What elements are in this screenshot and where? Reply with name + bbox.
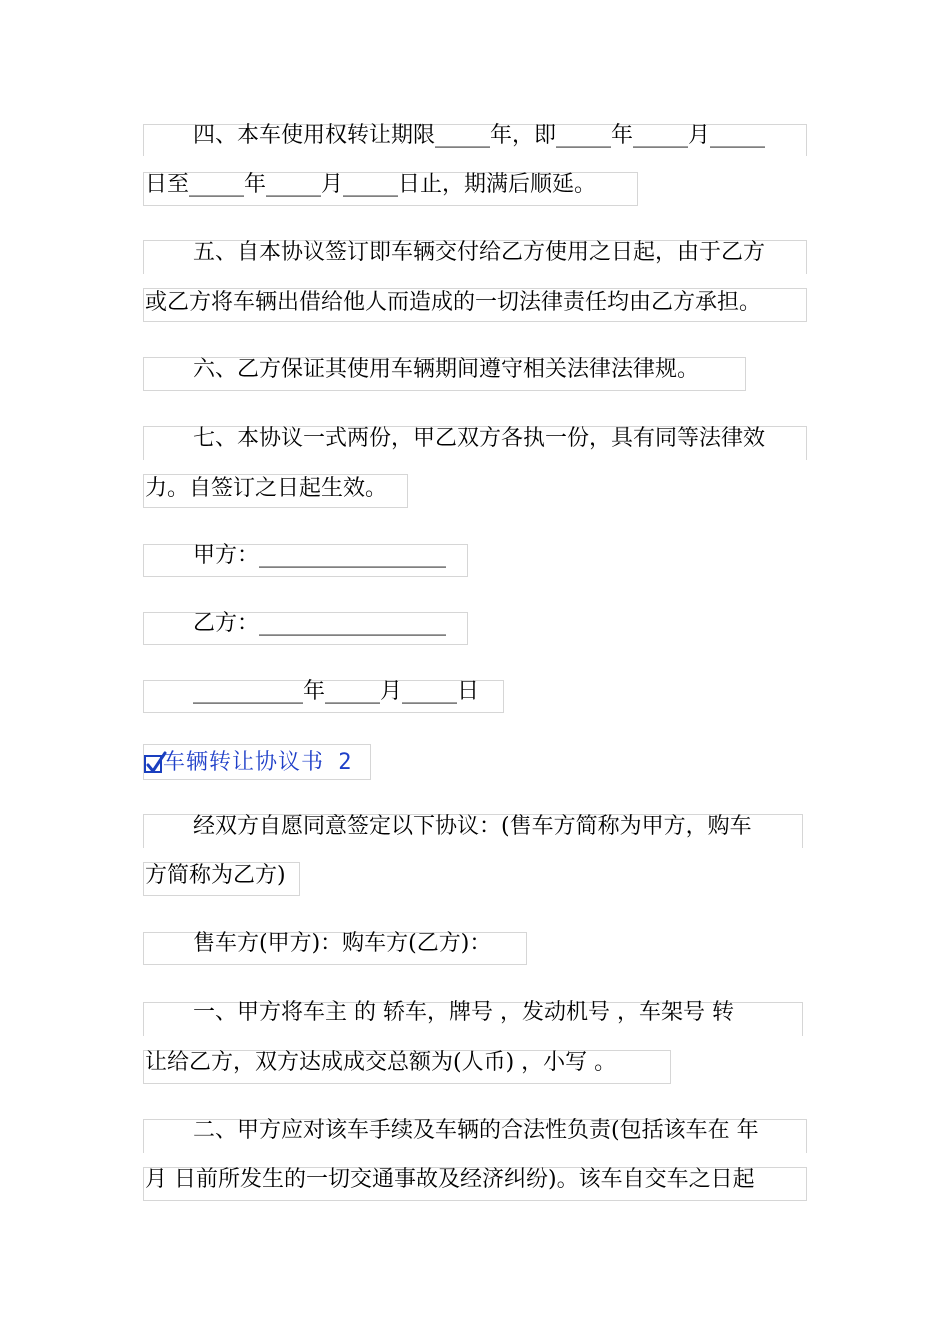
section-2-heading	[144, 740, 353, 780]
intro-line-1: 经双方自愿同意签定以下协议：(售车方简称为甲方，购车	[193, 814, 752, 839]
party-a-line: 甲方：_________________	[193, 543, 447, 568]
checkbox-checked-icon	[144, 755, 162, 773]
party-b-line: 乙方：_________________	[193, 611, 447, 636]
clause-7-line-1: 七、本协议一式两份，甲乙双方各执一份，具有同等法律效	[193, 426, 766, 451]
section-2-title: 车辆转让协议书 2	[163, 749, 353, 775]
intro-line-2: 方简称为乙方)	[145, 863, 286, 888]
s1-line-2: 让给乙方，双方达成成交总额为(人币) ，小写 。	[145, 1050, 617, 1075]
clause-5-line-2: 或乙方将车辆出借给他人而造成的一切法律责任均由乙方承担。	[145, 290, 762, 315]
clause-7-line-2: 力。自签订之日起生效。	[145, 476, 388, 501]
clause-4-line-1: 四、本车使用权转让期限_____年，即_____年_____月_____	[193, 123, 766, 148]
s1-line-1: 一、甲方将车主 的 轿车，牌号 ，发动机号 ，车架号 转	[193, 1000, 734, 1025]
s2-line-2: 月 日前所发生的一切交通事故及经济纠纷)。该车自交车之日起	[145, 1167, 755, 1192]
s2-line-1: 二、甲方应对该车手续及车辆的合法性负责(包括该车在 年	[193, 1118, 759, 1143]
clause-6-line-1: 六、乙方保证其使用车辆期间遵守相关法律法律规。	[193, 357, 700, 382]
clause-4-line-2: 日至_____年_____月_____日止，期满后顺延。	[145, 172, 597, 197]
clause-5-line-1: 五、自本协议签订即车辆交付给乙方使用之日起，由于乙方	[193, 240, 766, 265]
date-line: __________年_____月_____日	[193, 679, 480, 704]
parties-line: 售车方(甲方)：购车方(乙方)：	[193, 931, 492, 956]
